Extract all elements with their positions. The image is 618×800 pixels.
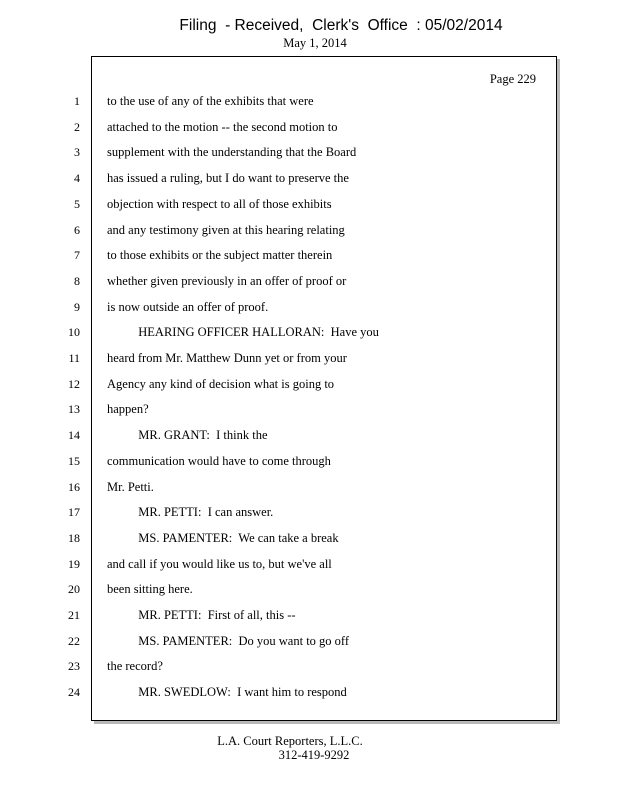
line-number: 11 bbox=[68, 351, 80, 365]
transcript-line: MS. PAMENTER: Do you want to go off bbox=[107, 633, 350, 648]
line-number: 18 bbox=[68, 530, 80, 545]
line-number: 20 bbox=[68, 582, 80, 597]
line-number: 22 bbox=[68, 633, 80, 648]
line-number: 13 bbox=[68, 402, 80, 417]
line-number: 10 bbox=[68, 325, 80, 340]
transcript-line: been sitting here. bbox=[107, 582, 193, 597]
line-number: 9 bbox=[74, 299, 80, 314]
line-number: 17 bbox=[68, 505, 80, 520]
line-number: 15 bbox=[68, 453, 80, 468]
transcript-line: whether given previously in an offer of proof or bbox=[107, 273, 347, 288]
transcript-line: happen? bbox=[107, 402, 149, 417]
line-number: 21 bbox=[68, 608, 80, 622]
transcript-line: attached to the motion -- the second motion to bbox=[107, 119, 338, 134]
line-number: 19 bbox=[68, 556, 80, 571]
transcript-box bbox=[91, 56, 557, 721]
transcript-line: Mr. Petti. bbox=[107, 479, 154, 494]
line-number: 8 bbox=[74, 273, 80, 288]
transcript-line: and any testimony given at this hearing relating bbox=[107, 222, 345, 237]
line-number: 12 bbox=[68, 376, 80, 391]
transcript-line: the record? bbox=[107, 659, 163, 674]
transcript-line: MR. PETTI: I can answer. bbox=[107, 505, 274, 520]
transcript-line: has issued a ruling, but I do want to preserve the bbox=[107, 171, 349, 186]
transcript-line: objection with respect to all of those exhibits bbox=[107, 196, 332, 211]
transcript-line: and call if you would like us to, but we've all bbox=[107, 556, 332, 571]
transcript-line: heard from Mr. Matthew Dunn yet or from your bbox=[107, 351, 347, 365]
court-reporter-name: L.A. Court Reporters, L.L.C. bbox=[217, 734, 363, 748]
transcript-line: HEARING OFFICER HALLORAN: Have you bbox=[107, 325, 379, 340]
transcript-line: to the use of any of the exhibits that were bbox=[107, 94, 314, 108]
transcript-line: Agency any kind of decision what is going to bbox=[107, 376, 335, 391]
court-reporter-phone: 312-419-9292 bbox=[278, 748, 350, 762]
line-number: 3 bbox=[74, 145, 80, 160]
transcript-line: MS. PAMENTER: We can take a break bbox=[107, 530, 339, 545]
line-number: 7 bbox=[74, 248, 80, 263]
line-number: 16 bbox=[68, 479, 80, 494]
line-number: 24 bbox=[68, 685, 80, 700]
transcript-line: communication would have to come through bbox=[107, 453, 331, 468]
filing-stamp: Filing - Received, Clerk's Office : 05/02/2014 bbox=[179, 17, 503, 34]
page-number: Page 229 bbox=[489, 72, 536, 86]
transcript-line: is now outside an offer of proof. bbox=[107, 299, 269, 314]
transcript-line: MR. GRANT: I think the bbox=[107, 428, 268, 443]
line-number: 4 bbox=[74, 171, 80, 186]
line-number-column bbox=[0, 0, 80, 800]
line-number: 14 bbox=[68, 428, 80, 443]
transcript-line: to those exhibits or the subject matter therein bbox=[107, 248, 333, 263]
line-number: 6 bbox=[74, 222, 80, 237]
transcript-line: MR. PETTI: First of all, this -- bbox=[107, 608, 296, 622]
document-date: May 1, 2014 bbox=[283, 36, 347, 50]
line-number: 2 bbox=[74, 119, 80, 134]
transcript-line: supplement with the understanding that the Board bbox=[107, 145, 357, 160]
transcript-line: MR. SWEDLOW: I want him to respond bbox=[107, 685, 347, 700]
line-number: 1 bbox=[74, 94, 80, 108]
line-number: 5 bbox=[74, 196, 80, 211]
line-number: 23 bbox=[68, 659, 80, 674]
